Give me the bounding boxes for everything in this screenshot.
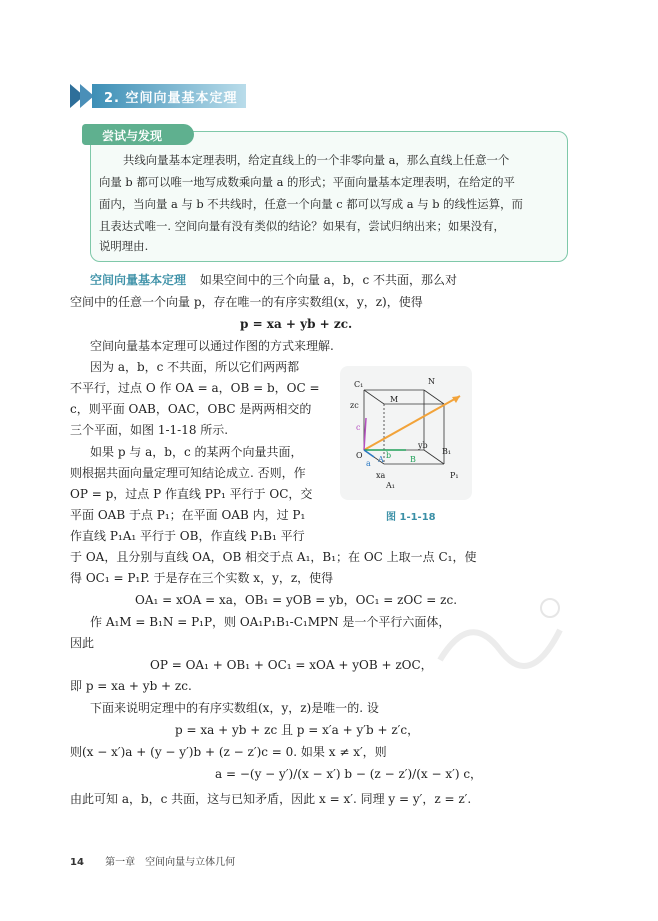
box-line: 面内，当向量 a 与 b 不共线时，任意一个向量 c 都可以写成 a 与 b 的线性运算，而 <box>99 197 523 211</box>
body-line: 由此可知 a，b，c 共面，这与已知矛盾，因此 x = x′. 同理 y = y′，z = z′. <box>70 792 472 806</box>
body-line: 空间向量基本定理可以通过作图的方式来理解. <box>90 339 334 353</box>
body-line: OA₁ = xOA = xa，OB₁ = yOB = yb，OC₁ = zOC = zc. <box>135 593 458 607</box>
svg-text:yb: yb <box>418 441 428 450</box>
body-line: OP = OA₁ + OB₁ + OC₁ = xOA + yOB + zOC， <box>150 658 433 672</box>
body-line: 则(x − x′)a + (y − y′)b + (z − z′)c = 0. 如果 x ≠ x′，则 <box>70 745 387 759</box>
body-line: c，则平面 OAB，OAC，OBC 是两两相交的 <box>70 402 312 416</box>
watermark <box>430 590 570 680</box>
box-line: 且表达式唯一. 空间向量有没有类似的结论？如果有，尝试归纳出来；如果没有， <box>99 219 505 233</box>
svg-text:xa: xa <box>376 471 386 480</box>
chapter-title: 第一章 空间向量与立体几何 <box>105 857 236 868</box>
body-line: 于 OA，且分别与直线 OA，OB 相交于点 A₁，B₁；在 OC 上取一点 C₁，使 <box>70 550 477 564</box>
body-line: 因为 a，b，c 不共面，所以它们两两都 <box>90 360 300 374</box>
theorem-name: 空间向量基本定理 <box>90 273 187 287</box>
svg-text:c: c <box>356 423 361 432</box>
theorem-formula: p = xa + yb + zc. <box>240 317 353 331</box>
svg-text:C₁: C₁ <box>354 380 364 389</box>
svg-text:P₁: P₁ <box>450 471 459 480</box>
figure-caption: 图 1-1-18 <box>386 512 436 523</box>
try-discover-tab <box>82 124 194 145</box>
box-line: 向量 b 都可以唯一地写成数乘向量 a 的形式；平面向量基本定理表明，在给定的平 <box>99 175 515 189</box>
body-line: 作直线 P₁A₁ 平行于 OB，作直线 P₁B₁ 平行 <box>70 529 305 543</box>
svg-text:A₁: A₁ <box>386 481 395 490</box>
svg-text:b: b <box>386 451 392 460</box>
section-banner <box>70 84 248 108</box>
section-title: 2. 空间向量基本定理 <box>104 91 238 106</box>
body-line: a = −(y − y′)/(x − x′) b − (z − z′)/(x − x′) c， <box>215 767 483 781</box>
svg-text:N: N <box>428 377 435 386</box>
body-line: 作 A₁M = B₁N = P₁P，则 OA₁P₁B₁-C₁MPN 是一个平行六面体， <box>90 615 451 629</box>
body-line: 三个平面，如图 1-1-18 所示. <box>70 423 229 437</box>
body-line: 得 OC₁ = P₁P. 于是存在三个实数 x，y，z，使得 <box>70 571 334 585</box>
svg-text:O: O <box>356 451 363 460</box>
body-line: 不平行，过点 O 作 OA = a，OB = b，OC = <box>70 381 320 395</box>
body-line: 下面来说明定理中的有序实数组(x，y，z)是唯一的. 设 <box>90 701 379 715</box>
theorem-line-2: 空间中的任意一个向量 p，存在唯一的有序实数组(x，y，z)，使得 <box>70 295 423 309</box>
box-line: 说明理由. <box>99 239 149 253</box>
svg-text:A: A <box>378 455 384 464</box>
page-number: 14 <box>70 857 84 868</box>
body-line: 则根据共面向量定理可知结论成立. 否则，作 <box>70 466 306 480</box>
svg-text:a: a <box>366 459 371 468</box>
try-discover-box <box>90 131 568 262</box>
svg-text:B: B <box>410 455 416 464</box>
body-line: 平面 OAB 于点 P₁；在平面 OAB 内，过 P₁ <box>70 508 306 522</box>
svg-text:B₁: B₁ <box>442 447 452 456</box>
body-line: 因此 <box>70 636 95 650</box>
try-discover-label: 尝试与发现 <box>102 129 163 143</box>
body-line: 即 p = xa + yb + zc. <box>70 679 192 693</box>
figure-parallelepiped <box>340 366 472 500</box>
body-line: p = xa + yb + zc 且 p = x′a + y′b + z′c， <box>175 723 420 737</box>
body-line: OP = p，过点 P 作直线 PP₁ 平行于 OC，交 <box>70 487 313 501</box>
svg-text:M: M <box>390 395 399 404</box>
theorem-text: 如果空间中的三个向量 a，b，c 不共面，那么对 <box>199 273 458 287</box>
theorem-line-1 <box>90 272 457 288</box>
box-line: 共线向量基本定理表明，给定直线上的一个非零向量 a，那么直线上任意一个 <box>123 153 510 167</box>
body-line: 如果 p 与 a，b，c 的某两个向量共面， <box>90 445 303 459</box>
svg-text:zc: zc <box>350 401 359 410</box>
page-footer <box>70 853 235 868</box>
